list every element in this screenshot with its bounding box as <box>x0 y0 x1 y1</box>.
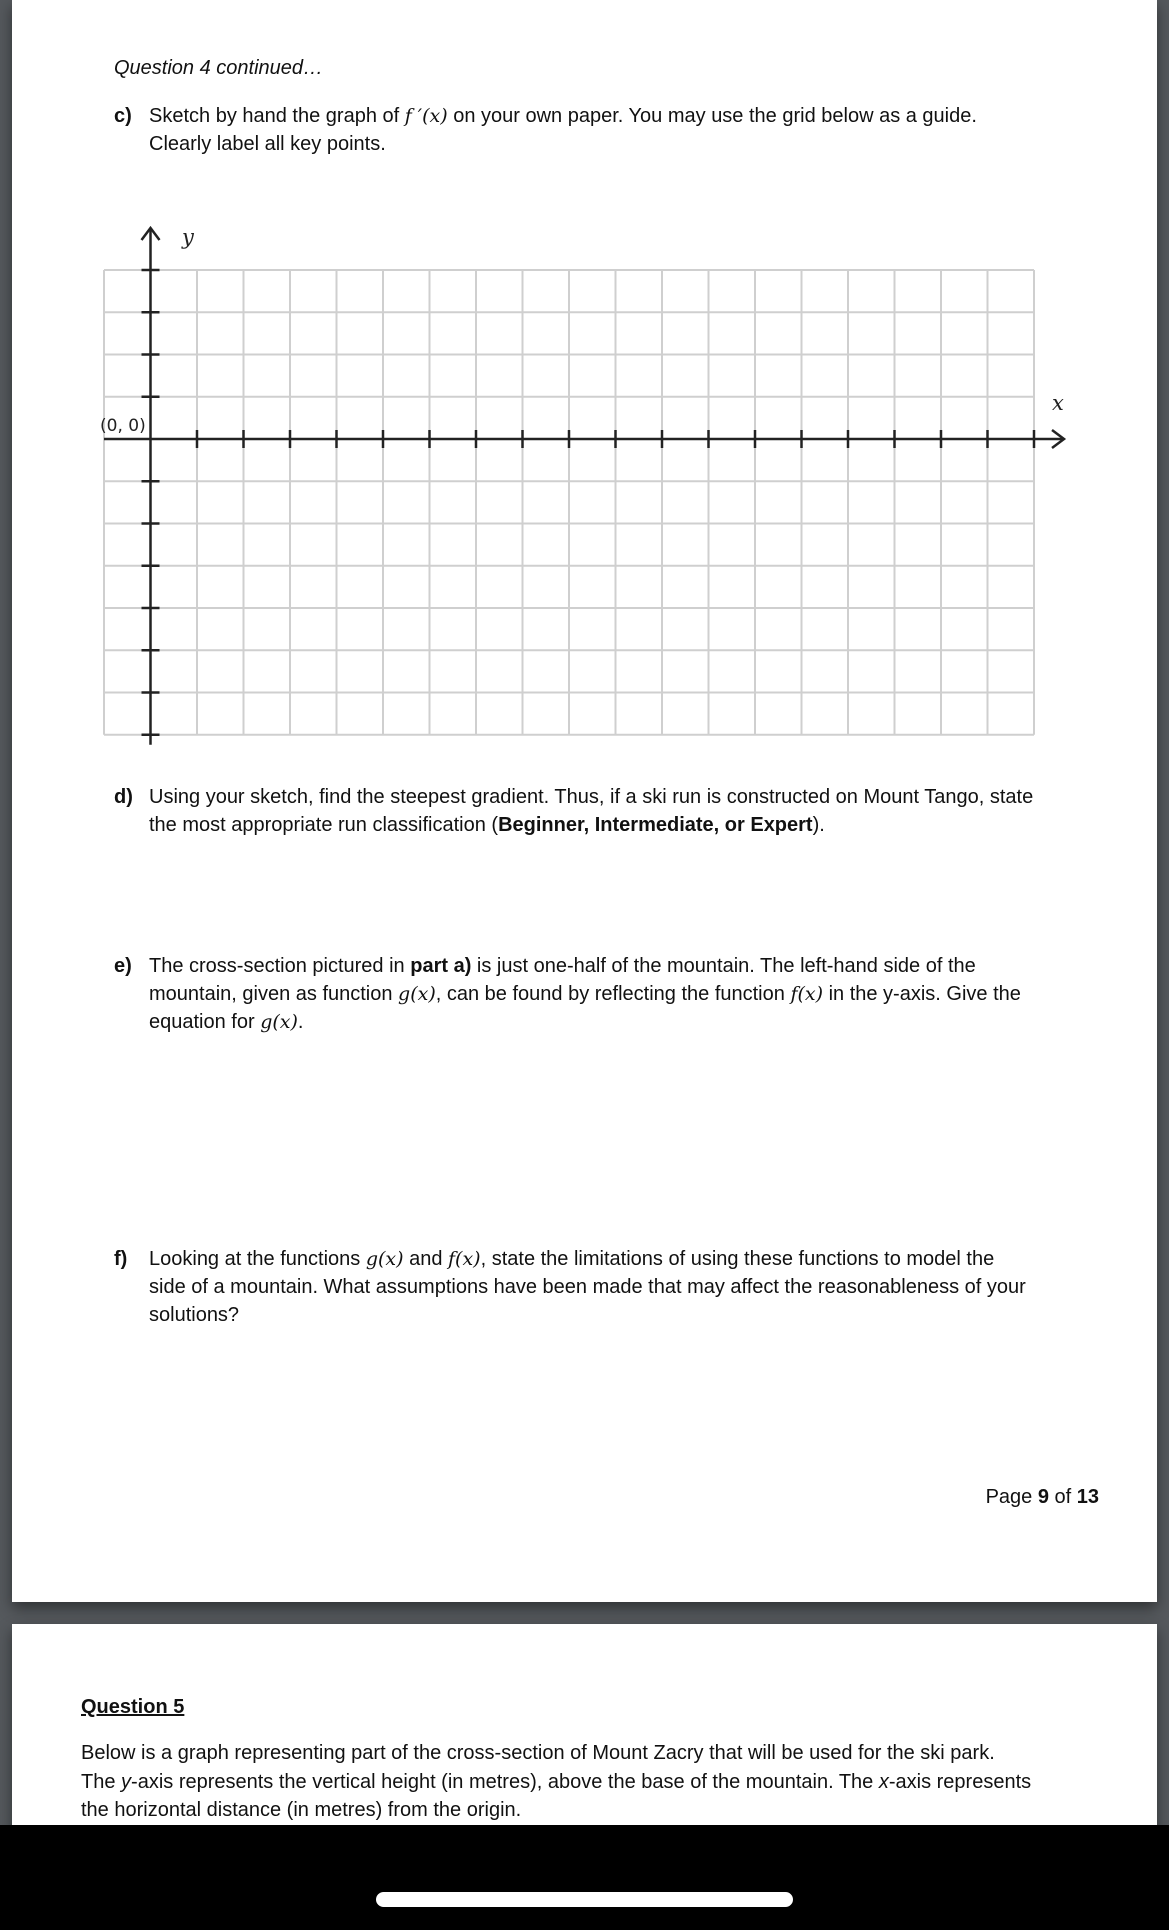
text: , can be found by reflecting the function <box>435 983 791 1005</box>
part-f-text-2: side of a mountain. What assumptions have been made that may affect the reasonableness of your <box>149 1276 1026 1298</box>
question-5-text: Below is a graph representing part of the cross-section of Mount Zacry that will be used for the ski park. <box>81 1742 995 1764</box>
home-indicator[interactable] <box>376 1892 793 1907</box>
text: . <box>297 1011 304 1033</box>
part-e-text-3 <box>149 1008 303 1037</box>
math: g(x) <box>398 983 436 1005</box>
part-f-text <box>149 1245 994 1274</box>
total-pages: 13 <box>1076 1486 1099 1508</box>
text: Sketch by hand the graph of <box>149 105 405 127</box>
axes <box>104 228 1064 745</box>
part-d-text-2 <box>149 811 825 840</box>
part-e-label: e) <box>114 955 132 977</box>
text: the most appropriate run classification ( <box>149 814 499 836</box>
current-page: 9 <box>1037 1486 1049 1508</box>
text: Page <box>985 1486 1038 1508</box>
text: -axis represents the vertical height (in metres), above the base of the mountain. The <box>131 1771 879 1793</box>
text: x <box>878 1771 889 1793</box>
math: g(x) <box>260 1011 298 1033</box>
sketch-grid <box>12 0 1157 760</box>
grid-lines <box>104 270 1034 735</box>
text: Looking at the functions <box>149 1248 366 1270</box>
part-d-text: Using your sketch, find the steepest gradient. Thus, if a ski run is constructed on Mount Tango, state <box>149 786 1034 808</box>
document-page-9 <box>12 0 1157 1602</box>
part-c-label: c) <box>114 105 132 127</box>
math: g(x) <box>365 1248 404 1270</box>
text: , state the limitations of using these functions to model the <box>480 1248 995 1270</box>
text: on your own paper. You may use the grid below as a guide. <box>447 105 977 127</box>
x-axis-label: x <box>1052 391 1064 415</box>
part-c-text-2: Clearly label all key points. <box>149 133 386 155</box>
part-f-label: f) <box>114 1248 128 1270</box>
math: f ′(x) <box>404 105 448 127</box>
text: -axis represents <box>888 1771 1032 1793</box>
origin-label: (0, 0) <box>100 416 146 436</box>
bold: part a) <box>410 955 472 977</box>
text: and <box>403 1248 449 1270</box>
text: ). <box>812 814 825 836</box>
text: of <box>1048 1486 1077 1508</box>
bottom-bar <box>0 1825 1169 1930</box>
question-5-heading: Question 5 <box>81 1696 185 1718</box>
math: f(x) <box>448 1248 481 1270</box>
text: is just one-half of the mountain. The left-hand side of the <box>471 955 976 977</box>
text: mountain, given as function <box>149 983 399 1005</box>
text: The <box>81 1771 122 1793</box>
part-f-text-3: solutions? <box>149 1304 240 1326</box>
part-e-text <box>149 952 976 981</box>
text: y <box>121 1771 132 1793</box>
text: The cross-section pictured in <box>149 955 411 977</box>
page-number <box>986 1483 1099 1512</box>
text: equation for <box>149 1011 261 1033</box>
part-e-text-2 <box>149 980 1021 1009</box>
text: in the y-axis. Give the <box>823 983 1021 1005</box>
document-page-10 <box>12 1624 1157 1844</box>
continued-header: Question 4 continued… <box>114 57 324 79</box>
question-5-text-3: the horizontal distance (in metres) from the origin. <box>81 1799 522 1821</box>
y-axis-label: y <box>182 225 194 249</box>
part-d-label: d) <box>114 786 133 808</box>
math: f(x) <box>790 983 824 1005</box>
question-5-text-2 <box>81 1768 1031 1797</box>
classification-options: Beginner, Intermediate, or Expert <box>498 814 813 836</box>
